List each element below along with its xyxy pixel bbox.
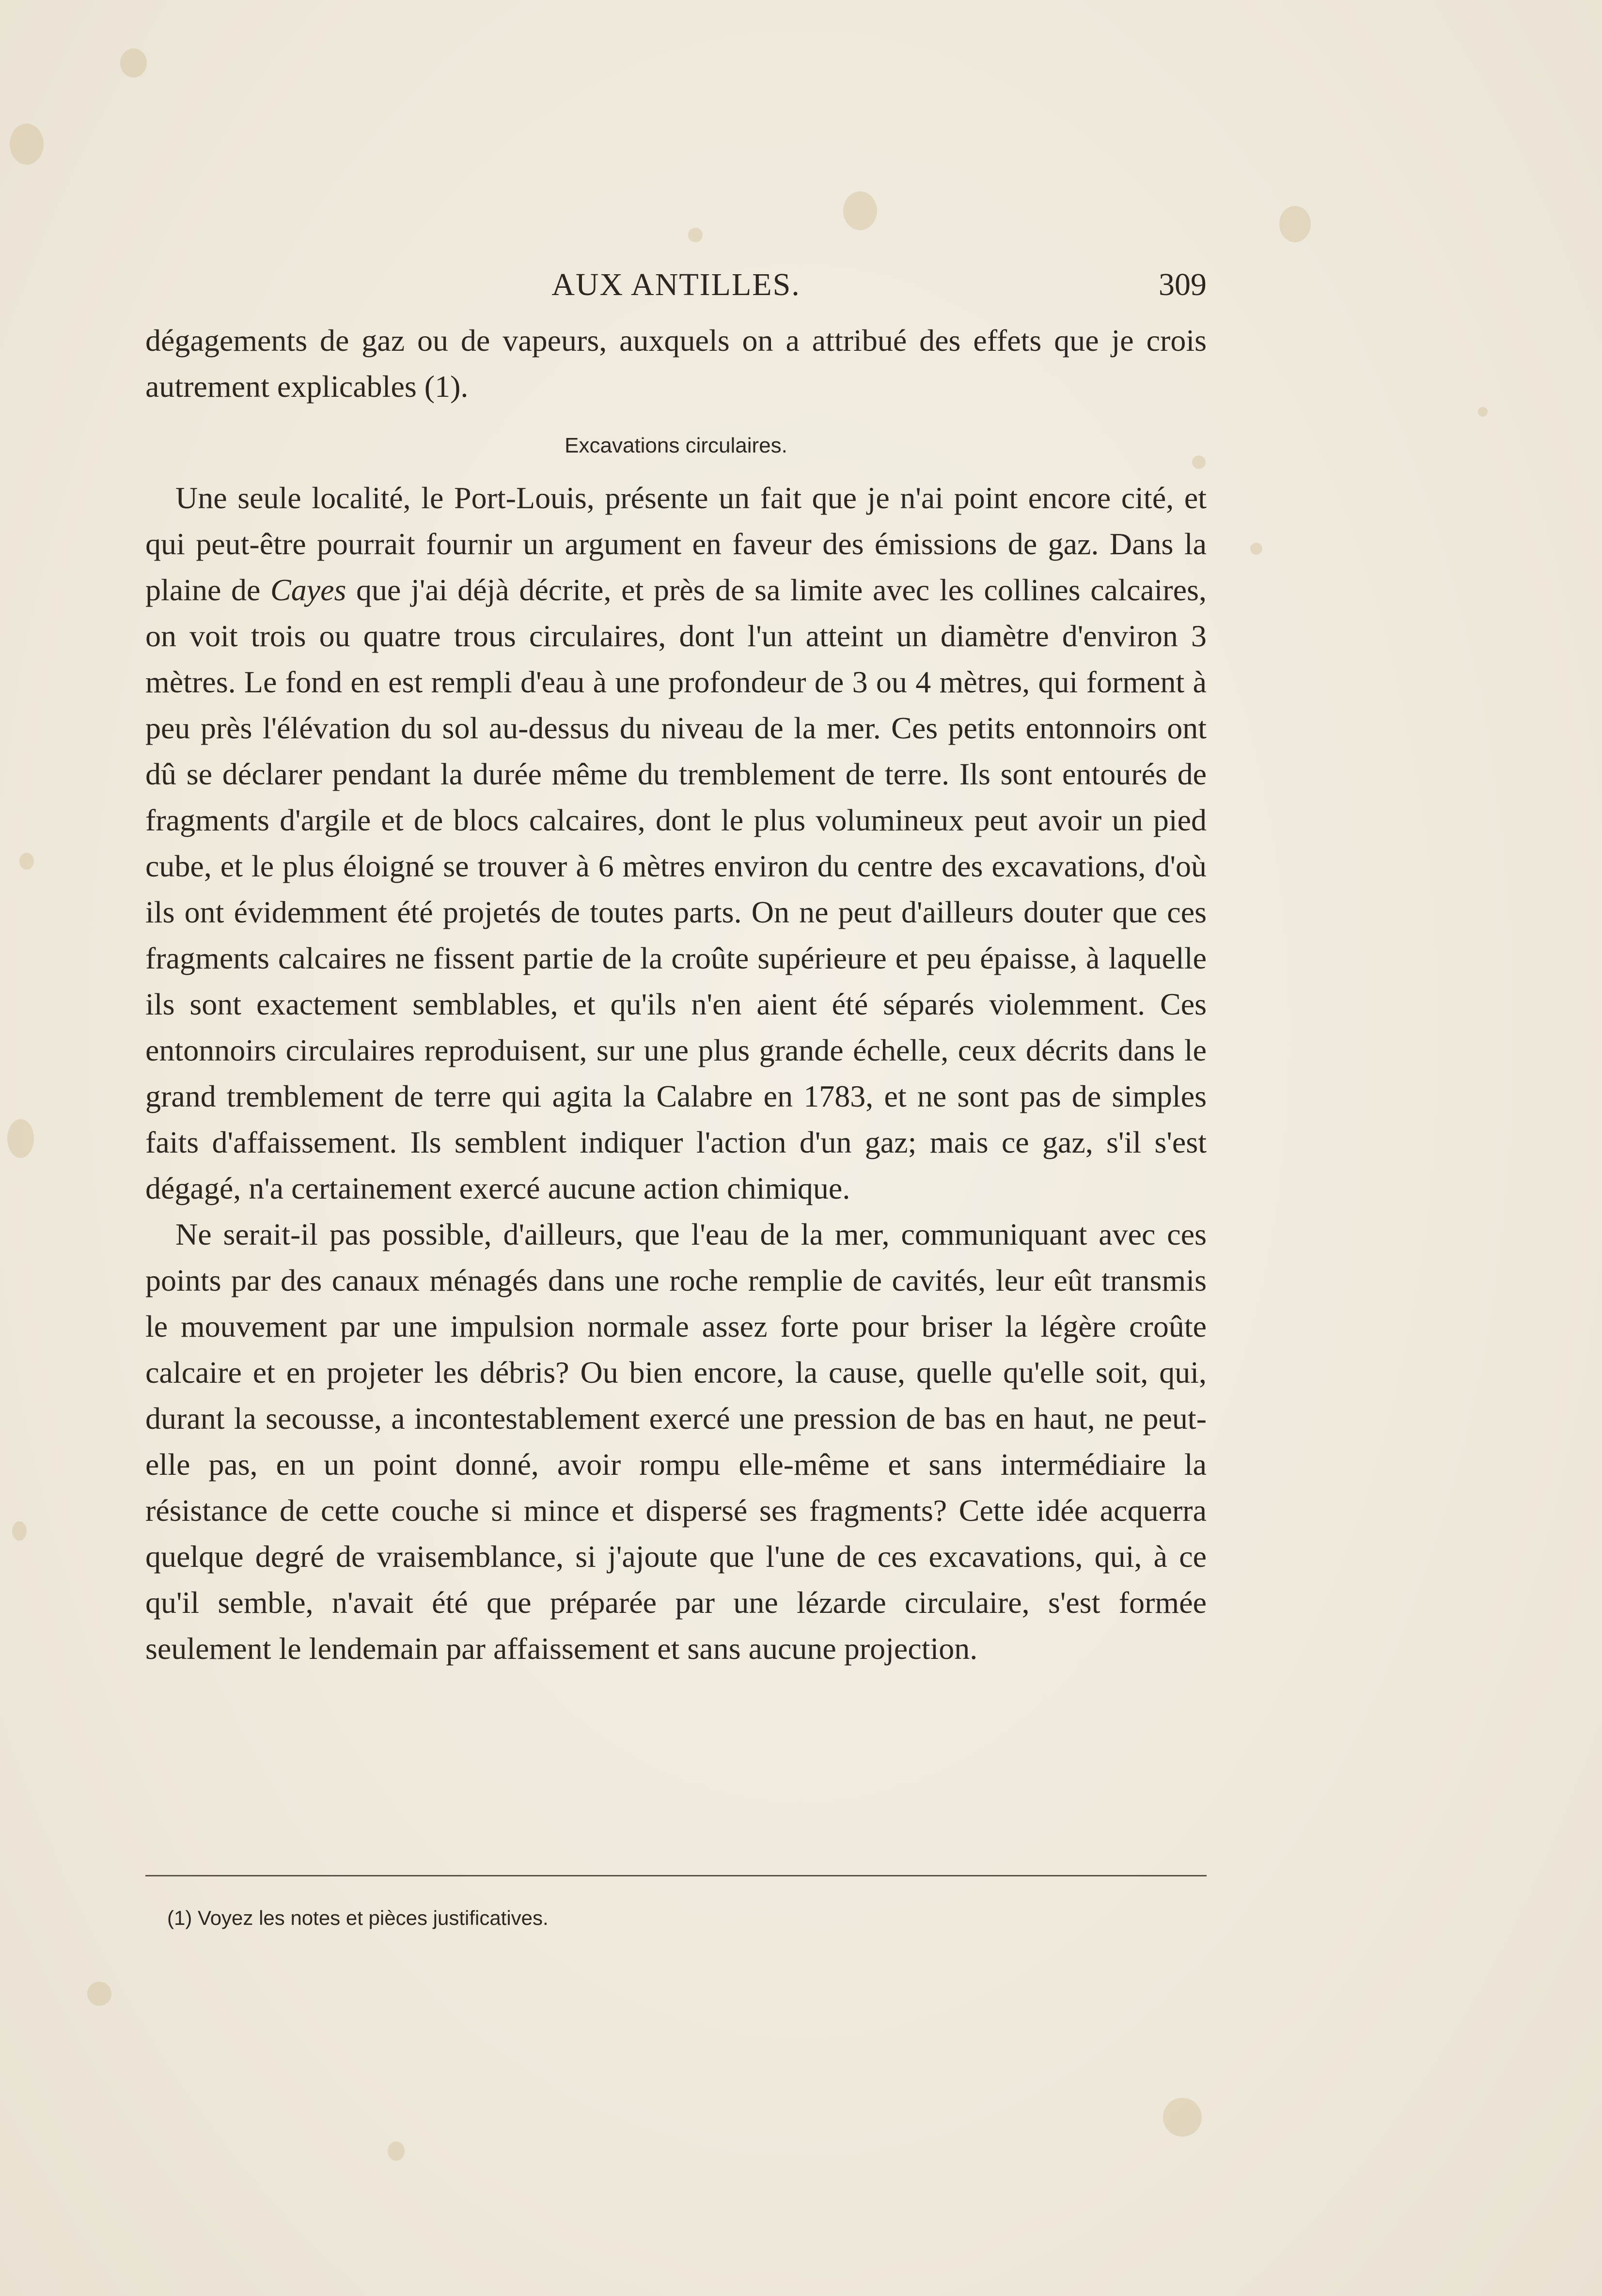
- paper-stain: [688, 228, 703, 242]
- section-heading: Excavations circulaires.: [565, 434, 787, 457]
- paper-stain: [7, 1119, 34, 1158]
- paragraph-text: que j'ai déjà décrite, et près de sa limite avec les collines calcaires, on voit trois ou quatre trous circulaires, dont l'un atteint un diamètre d'environ 3 mètres. Le fond en est rempli d'eau à une profondeur de 3 ou 4 mètres, qui forment à peu près l'élévation du sol au-dessus du niveau de la mer. Ces petits entonnoirs ont dû se déclarer pendant la durée même du tremblement de terre. Ils sont entourés de fragments d'argile et de blocs calcaires, dont le plus volumineux peut avoir un pied cube, et le plus éloigné se trouver à 6 mètres environ du centre des excavations, d'où ils ont évidemment été projetés de toutes parts. On ne peut d'ailleurs douter que ces fragments calcaires ne fissent partie de la croûte supérieure et peu épaisse, à laquelle ils sont exactement semblables, et qu'ils n'en aient été séparés violemment. Ces entonnoirs circulaires reproduisent, sur une plus grande échelle, ceux décrits dans le grand tremblement de terre qui agita la Calabre en 1783, et ne sont pas de simples faits d'affaissement. Ils semblent indiquer l'action d'un gaz; mais ce gaz, s'il s'est dégagé, n'a certainement exercé aucune action chimique.: [145, 573, 1207, 1205]
- paper-stain: [843, 191, 877, 230]
- paper-stain: [12, 1521, 27, 1541]
- page-number: 309: [1159, 267, 1207, 302]
- paper-stain: [1163, 2098, 1202, 2137]
- paragraph-text: Une seule localité, le Port-Louis, présente un fait que je n'ai point encore cité, et qui peut-être pourrait fournir un argument en faveur des émissions de gaz. Dans la plaine de: [145, 481, 1207, 607]
- paper-stain: [10, 124, 44, 165]
- paper-stain: [1250, 543, 1262, 555]
- paper-stain: [87, 1982, 111, 2006]
- footnote-rule: [145, 1875, 1207, 1876]
- paper-stain: [1478, 407, 1488, 417]
- paper-stain: [1279, 206, 1311, 242]
- paper-stain: [120, 48, 147, 78]
- paper-stain: [388, 2141, 405, 2161]
- running-title: AUX ANTILLES.: [551, 267, 801, 302]
- paragraph: dégagements de gaz ou de vapeurs, auxquels on a attribué des effets que je crois autrement explicables (1).: [145, 323, 1207, 404]
- place-name: Cayes: [270, 573, 346, 607]
- footnote: (1) Voyez les notes et pièces justificatives.: [167, 1906, 549, 1929]
- paragraph: [145, 475, 1207, 1211]
- main-text: [145, 317, 1207, 1671]
- running-head: [145, 266, 1207, 310]
- paper-stain: [19, 853, 34, 870]
- paragraph: Ne serait-il pas possible, d'ailleurs, que l'eau de la mer, communiquant avec ces points par des canaux ménagés dans une roche remplie de cavités, leur eût transmis le mouvement par une impulsion normale assez forte pour briser la légère croûte calcaire et en projeter les débris? Ou bien encore, la cause, quelle qu'elle soit, qui, durant la secousse, a incontestablement exercé une pression de bas en haut, ne peut-elle pas, en un point donné, avoir rompu elle-même et sans intermédiaire la résistance de cette couche si mince et dispersé ses fragments? Cette idée acquerra quelque degré de vraisemblance, si j'ajoute que l'une de ces excavations, qui, à ce qu'il semble, n'avait été que préparée par une lézarde circulaire, s'est formée seulement le lendemain par affaissement et sans aucune projection.: [145, 1217, 1207, 1666]
